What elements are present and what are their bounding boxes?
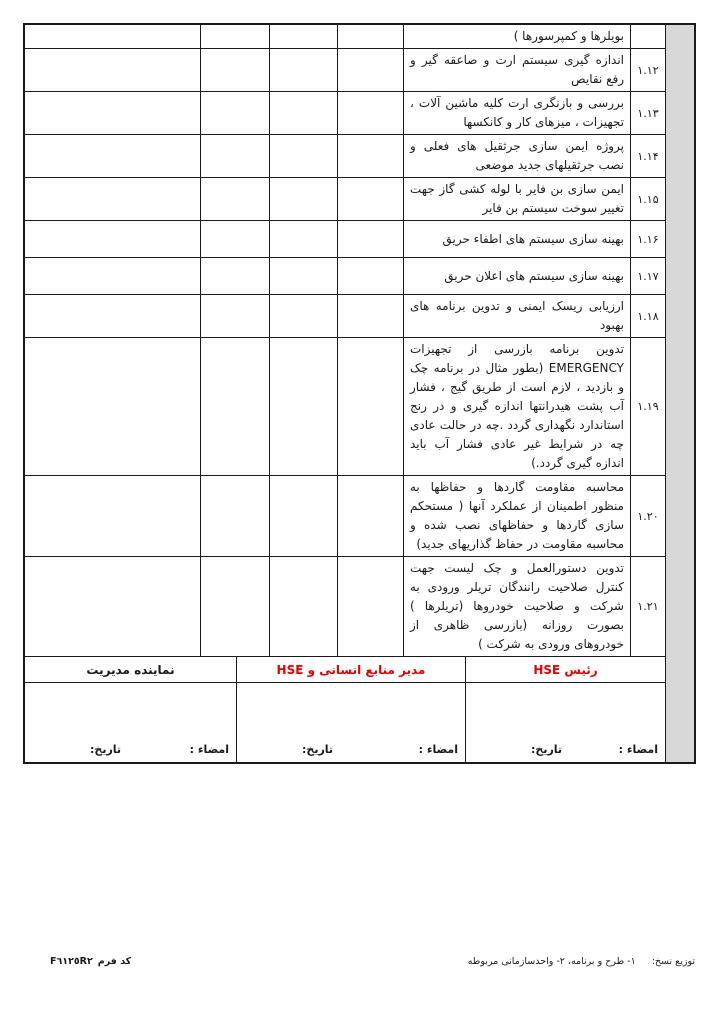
table-row	[25, 25, 665, 49]
distribution-label: توزیع نسخ:	[651, 956, 695, 967]
table-row	[25, 135, 665, 178]
empty-cell	[270, 221, 338, 257]
empty-cell	[338, 49, 404, 91]
empty-cell	[270, 49, 338, 91]
table-row	[25, 258, 665, 295]
empty-cell	[201, 221, 270, 257]
task-description-cell	[404, 178, 631, 220]
row-number: ۱.۱۶	[637, 232, 659, 246]
table-row	[25, 338, 665, 476]
task-description-cell	[404, 476, 631, 556]
date-label: تاریخ:	[302, 743, 334, 756]
empty-cell	[201, 178, 270, 220]
row-number: ۱.۲۱	[637, 600, 659, 613]
task-description-cell	[404, 92, 631, 134]
task-description-cell	[404, 557, 631, 656]
empty-cell	[25, 178, 201, 220]
form-code-label: کد فرم	[97, 956, 132, 967]
empty-cell	[270, 25, 338, 48]
empty-cell	[25, 338, 201, 475]
task-description: بویلرها و کمپرسورها )	[513, 29, 624, 43]
table-row	[25, 557, 665, 657]
empty-cell	[270, 135, 338, 177]
empty-cell	[25, 258, 201, 294]
table-row	[25, 92, 665, 135]
empty-cell	[270, 258, 338, 294]
empty-cell	[201, 338, 270, 475]
empty-cell	[201, 557, 270, 656]
empty-cell	[338, 295, 404, 337]
empty-cell	[338, 135, 404, 177]
table-row	[25, 178, 665, 221]
signature-col-hse-chief	[466, 657, 665, 762]
task-description-cell	[404, 258, 631, 294]
signature-col-hr-manager	[237, 657, 466, 762]
shaded-column	[665, 25, 694, 762]
task-description: بررسی و بازنگری ارت کلیه ماشین آلات ، تجهیزات ، میزهای کار و کانکسها	[410, 96, 624, 129]
empty-cell	[338, 92, 404, 134]
empty-cell	[338, 258, 404, 294]
empty-cell	[201, 258, 270, 294]
task-description: بهینه سازی سیستم های اطفاء حریق	[442, 231, 624, 246]
row-number: ۱.۱۴	[637, 149, 659, 163]
sign-label: امضاء :	[189, 743, 229, 756]
signature-area	[25, 683, 236, 762]
empty-cell	[25, 221, 201, 257]
empty-cell	[338, 178, 404, 220]
distribution-value: ۱- طرح و برنامه، ۲- واحدسازمانی مربوطه	[467, 956, 636, 967]
task-description: اندازه گیری سیستم ارت و صاعقه گیر و رفع نقایص	[410, 53, 624, 86]
signature-section	[25, 657, 665, 762]
empty-cell	[201, 135, 270, 177]
table-row	[25, 476, 665, 557]
empty-cell	[25, 295, 201, 337]
task-description: پروژه ایمن سازی جرثقیل های فعلی و نصب جرثقیلهای جدید موضعی	[410, 139, 624, 172]
task-description: ارزیابی ریسک ایمنی و تدوین برنامه های بهبود	[410, 299, 624, 332]
task-description: ایمن سازی بن فایر با لوله کشی گاز جهت تغییر سوخت سیستم بن فایر	[410, 182, 624, 215]
empty-cell	[25, 92, 201, 134]
signature-title: نماینده مدیریت	[25, 657, 236, 683]
empty-cell	[338, 557, 404, 656]
empty-cell	[338, 338, 404, 475]
empty-cell	[338, 476, 404, 556]
row-number: ۱.۱۸	[637, 309, 659, 323]
form-code	[50, 956, 131, 967]
empty-cell	[25, 135, 201, 177]
task-description: محاسبه مقاومت گاردها و حفاظها به منظور اطمینان از عملکرد آنها ( مستحکم سازی گاردها و حفاظهای نصب شده و محاسبه مقاومت در حفاظ گذاریهای جدید)	[410, 480, 624, 551]
row-number	[631, 25, 665, 48]
task-description-cell	[404, 295, 631, 337]
sign-label: امضاء :	[618, 743, 658, 756]
empty-cell	[270, 295, 338, 337]
row-number: ۱.۱۲	[637, 63, 659, 77]
empty-cell	[270, 178, 338, 220]
table-row	[25, 49, 665, 92]
empty-cell	[338, 221, 404, 257]
copy-distribution	[468, 956, 695, 967]
empty-cell	[25, 49, 201, 91]
task-description-cell	[404, 135, 631, 177]
signature-title: رئیس HSE	[466, 657, 665, 683]
table-row	[25, 295, 665, 338]
empty-cell	[201, 92, 270, 134]
row-number: ۱.۱۹	[637, 400, 659, 413]
row-number: ۱.۱۵	[637, 192, 659, 206]
task-description: تدوین دستورالعمل و چک لیست جهت کنترل صلاحیت رانندگان تریلر ورودی به شرکت و صلاحیت خودروها (تریلرها ) بصورت روزانه (بازرسی ظاهری از خودروهای ورودی به شرکت )	[410, 561, 624, 651]
table-row	[25, 221, 665, 258]
page-footer	[50, 956, 695, 967]
task-description-cell	[404, 49, 631, 91]
signature-col-management-rep	[25, 657, 237, 762]
empty-cell	[270, 476, 338, 556]
task-description: بهینه سازی سیستم های اعلان حریق	[444, 268, 624, 283]
date-label: تاریخ:	[90, 743, 122, 756]
task-description-cell	[404, 221, 631, 257]
sign-label: امضاء :	[418, 743, 458, 756]
task-description-cell	[404, 338, 631, 475]
signature-title: مدیر منابع انسانی و HSE	[237, 657, 465, 683]
empty-cell	[270, 557, 338, 656]
date-label: تاریخ:	[531, 743, 563, 756]
empty-cell	[25, 476, 201, 556]
table-main-column	[25, 25, 665, 762]
task-description: تدوین برنامه بازرسی از تجهیزات EMERGENCY (بطور مثال در برنامه چک و بازدید ، لازم است از طریق گیج ، فشار آب پشت هیدرانتها اندازه گیری و در رنج استاندارد نگهداری گردد .چه در حالت عادی چه در شرایط غیر عادی فشار آب باید اندازه گیری گردد.)	[410, 342, 624, 470]
empty-cell	[270, 338, 338, 475]
empty-cell	[201, 25, 270, 48]
action-items-table	[23, 23, 696, 764]
row-number: ۱.۲۰	[637, 509, 659, 523]
empty-cell	[25, 25, 201, 48]
signature-area	[466, 683, 665, 762]
empty-cell	[270, 92, 338, 134]
row-number: ۱.۱۳	[637, 106, 659, 120]
signature-area	[237, 683, 465, 762]
task-description-cell	[404, 25, 631, 48]
empty-cell	[25, 557, 201, 656]
empty-cell	[201, 49, 270, 91]
empty-cell	[338, 25, 404, 48]
empty-cell	[201, 295, 270, 337]
row-number: ۱.۱۷	[637, 269, 659, 283]
empty-cell	[201, 476, 270, 556]
form-code-value: F٦١٢٥R٢	[50, 956, 93, 967]
